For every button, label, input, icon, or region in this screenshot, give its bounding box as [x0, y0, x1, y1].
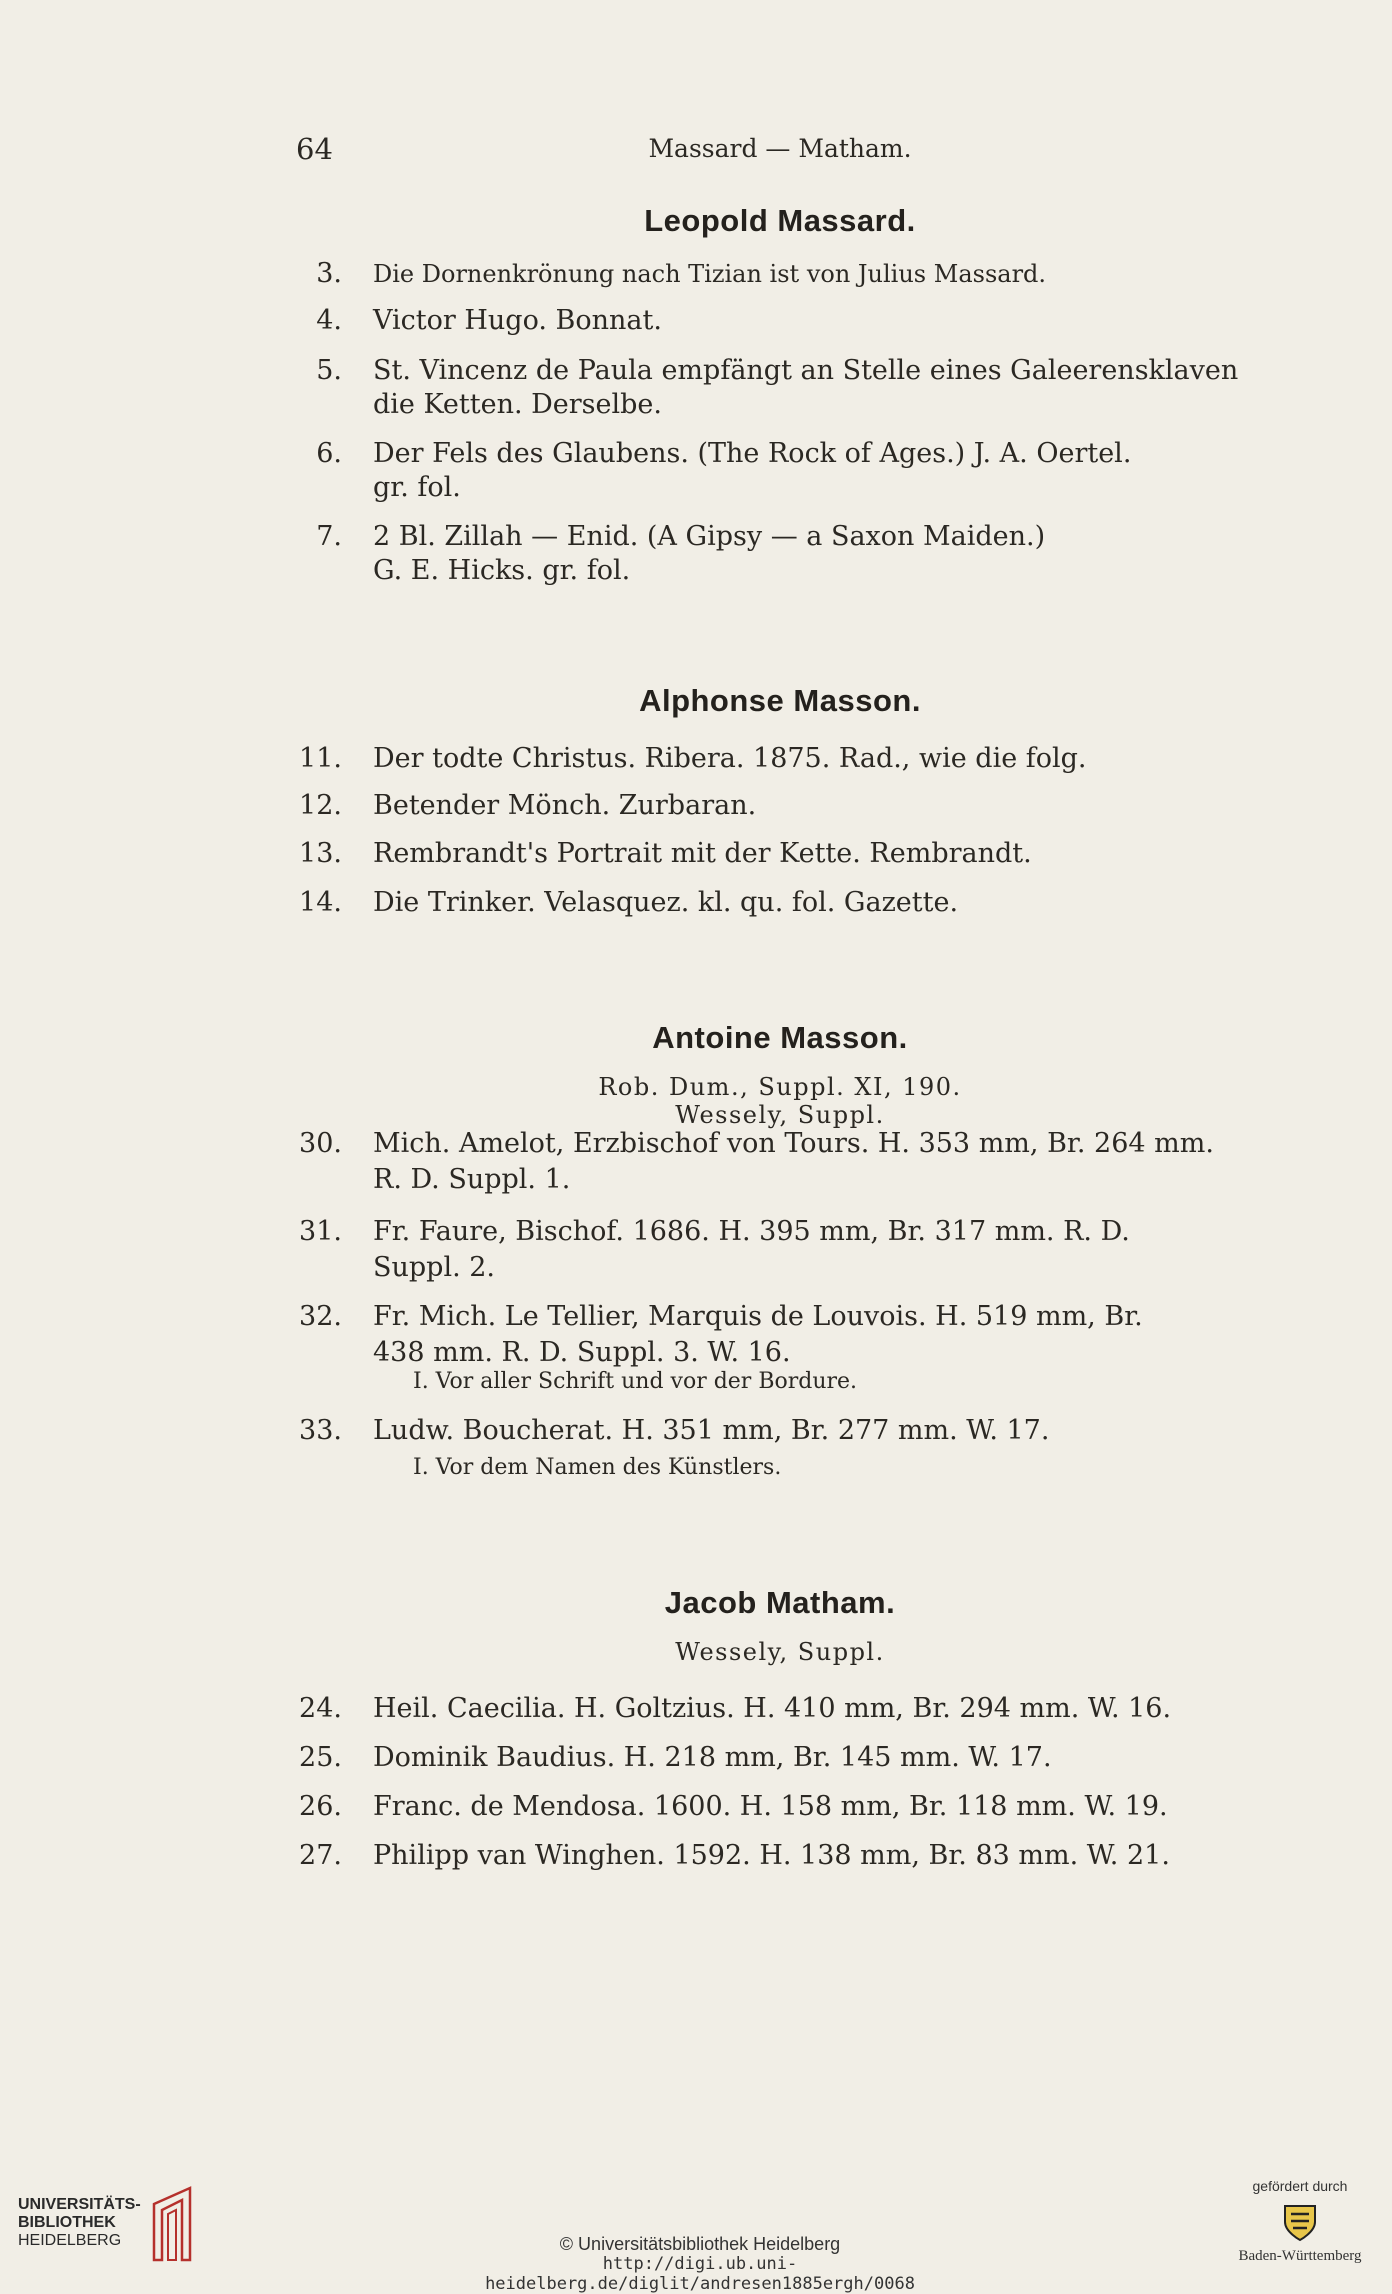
entry-text: Dominik Baudius. H. 218 mm, Br. 145 mm. W. 17.	[373, 1742, 1052, 1773]
entry-text: Der Fels des Glaubens. (The Rock of Ages.) J. A. Oertel.	[373, 438, 1132, 469]
entry-number: 5.	[316, 355, 342, 386]
entry-number: 32.	[299, 1301, 342, 1332]
entry-note: I. Vor dem Namen des Künstlers.	[413, 1455, 782, 1480]
entry-number: 12.	[299, 790, 342, 821]
entry-text-continued: die Ketten. Derselbe.	[373, 389, 662, 420]
logo-line: BIBLIOTHEK	[18, 2214, 116, 2231]
source-reference: Wessely, Suppl.	[675, 1638, 885, 1666]
sponsor-block	[1225, 2178, 1375, 2265]
artist-heading-alphonse-masson: Alphonse Masson.	[639, 683, 921, 718]
source-reference: Rob. Dum., Suppl. XI, 190. Wessely, Suppl.	[598, 1073, 962, 1129]
entry-text: Die Trinker. Velasquez. kl. qu. fol. Gazette.	[373, 887, 959, 918]
entry-text-continued: 438 mm. R. D. Suppl. 3. W. 16.	[373, 1337, 791, 1368]
entry-text: Heil. Caecilia. H. Goltzius. H. 410 mm, Br. 294 mm. W. 16.	[373, 1693, 1172, 1724]
entry-text-continued: R. D. Suppl. 1.	[373, 1164, 571, 1195]
entry-text: 2 Bl. Zillah — Enid. (A Gipsy — a Saxon Maiden.)	[373, 521, 1046, 552]
artist-heading-leopold-massard: Leopold Massard.	[644, 203, 916, 238]
running-title: Massard — Matham.	[648, 134, 912, 163]
entry-number: 25.	[299, 1742, 342, 1773]
logo-line: HEIDELBERG	[18, 2232, 122, 2249]
sponsor-region: Baden-Württemberg	[1238, 2248, 1362, 2264]
entry-number: 11.	[299, 743, 342, 774]
artist-heading-antoine-masson: Antoine Masson.	[652, 1020, 908, 1055]
sponsor-label: gefördert durch	[1252, 2178, 1348, 2194]
entry-number: 27.	[299, 1840, 342, 1871]
entry-text-continued: G. E. Hicks. gr. fol.	[373, 555, 631, 586]
entry-text: Fr. Mich. Le Tellier, Marquis de Louvois. H. 519 mm, Br.	[373, 1301, 1143, 1332]
entry-number: 31.	[299, 1216, 342, 1247]
entry-number: 13.	[299, 838, 342, 869]
entry-text: Rembrandt's Portrait mit der Kette. Rembrandt.	[373, 838, 1032, 869]
entry-text: Die Dornenkrönung nach Tizian ist von Julius Massard.	[373, 260, 1047, 288]
page-header	[0, 132, 1392, 172]
entry-text: Victor Hugo. Bonnat.	[373, 305, 662, 336]
entry-number: 26.	[299, 1791, 342, 1822]
digitization-footer	[0, 2160, 1392, 2294]
entry-number: 4.	[316, 305, 342, 336]
entry-text-continued: gr. fol.	[373, 472, 461, 503]
entry-text: Fr. Faure, Bischof. 1686. H. 395 mm, Br. 317 mm. R. D.	[373, 1216, 1130, 1247]
entry-text: Der todte Christus. Ribera. 1875. Rad., wie die folg.	[373, 743, 1087, 774]
logo-line: UNIVERSITÄTS-	[18, 2196, 141, 2213]
state-crest-icon	[1282, 2202, 1318, 2242]
entry-number: 24.	[299, 1693, 342, 1724]
entry-text: Betender Mönch. Zurbaran.	[373, 790, 757, 821]
artist-heading-jacob-matham: Jacob Matham.	[664, 1585, 896, 1620]
entry-text: Ludw. Boucherat. H. 351 mm, Br. 277 mm. W. 17.	[373, 1415, 1050, 1446]
entry-number: 7.	[316, 521, 342, 552]
entry-text-continued: Suppl. 2.	[373, 1252, 496, 1283]
entry-number: 6.	[316, 438, 342, 469]
permalink-url[interactable]: http://digi.ub.uni-heidelberg.de/diglit/andresen1885ergh/0068	[485, 2254, 915, 2294]
entry-number: 33.	[299, 1415, 342, 1446]
copyright-block	[450, 2234, 950, 2294]
entry-text: Franc. de Mendosa. 1600. H. 158 mm, Br. 118 mm. W. 19.	[373, 1791, 1168, 1822]
entry-note: I. Vor aller Schrift und vor der Bordure.	[413, 1369, 858, 1394]
page-number: 64	[296, 132, 333, 166]
entry-text: St. Vincenz de Paula empfängt an Stelle eines Galeerensklaven	[373, 355, 1239, 386]
library-logo-icon	[150, 2184, 196, 2264]
entry-number: 30.	[299, 1128, 342, 1159]
entry-number: 14.	[299, 887, 342, 918]
library-logo	[18, 2196, 141, 2250]
copyright-text: © Universitätsbibliothek Heidelberg	[559, 2234, 841, 2254]
entry-text: Mich. Amelot, Erzbischof von Tours. H. 353 mm, Br. 264 mm.	[373, 1128, 1214, 1159]
entry-text: Philipp van Winghen. 1592. H. 138 mm, Br. 83 mm. W. 21.	[373, 1840, 1170, 1871]
entry-number: 3.	[316, 258, 342, 289]
